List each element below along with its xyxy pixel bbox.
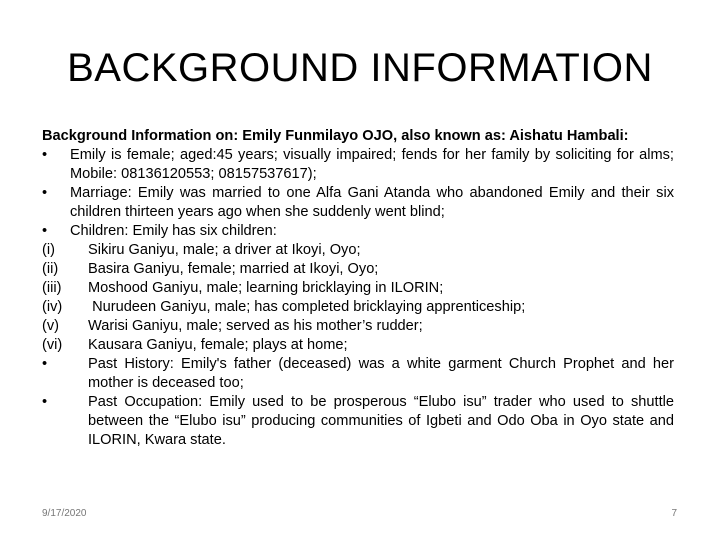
bullet-marker: • [42,147,48,163]
slide-title: BACKGROUND INFORMATION [67,46,653,90]
child-number: (iii) [42,280,62,296]
child-item [42,317,674,336]
bullet-item [42,222,674,241]
bullet-marker: • [42,394,48,410]
content-heading: Background Information on: Emily Funmilayo OJO, also known as: Aishatu Hambali: [42,128,629,144]
child-item [42,279,674,298]
history-text: Past Occupation: Emily used to be prosperous “Elubo isu” trader who used to shuttle between the “Elubo isu” producing communities of Igbeti and Odo Oba in Oyo state and ILORIN, Kwara state. [88,394,674,448]
child-item [42,298,674,317]
child-text: Nurudeen Ganiyu, male; has completed bricklaying apprenticeship; [88,299,526,315]
bullet-text: Marriage: Emily was married to one Alfa Gani Atanda who abandoned Emily and their six children thirteen years ago when she suddenly went blind; [70,185,674,220]
child-number: (vi) [42,337,63,353]
bullet-marker: • [42,356,48,372]
child-text: Kausara Ganiyu, female; plays at home; [88,337,348,353]
child-number: (iv) [42,299,63,315]
history-bullet-item [42,393,674,450]
child-text: Warisi Ganiyu, male; served as his mother’s rudder; [88,318,423,334]
child-text: Sikiru Ganiyu, male; a driver at Ikoyi, Oyo; [88,242,361,258]
child-item [42,260,674,279]
child-number: (ii) [42,261,59,277]
child-text: Basira Ganiyu, female; married at Ikoyi, Oyo; [88,261,379,277]
history-bullet-item [42,355,674,393]
child-number: (v) [42,318,60,334]
child-item [42,336,674,355]
bullet-marker: • [42,185,48,201]
bullet-marker: • [42,223,48,239]
child-item [42,241,674,260]
bullet-text: Children: Emily has six children: [70,223,277,239]
bullet-item [42,184,674,222]
bullet-text: Emily is female; aged:45 years; visually impaired; fends for her family by soliciting for alms; Mobile: 08136120553; 08157537617); [70,147,674,182]
footer-date: 9/17/2020 [42,508,87,519]
page-number: 7 [671,508,677,519]
bullet-item [42,146,674,184]
child-number: (i) [42,242,55,258]
slide-content [42,127,674,450]
history-text: Past History: Emily's father (deceased) was a white garment Church Prophet and her mother is deceased too; [88,356,674,391]
child-text: Moshood Ganiyu, male; learning bricklaying in ILORIN; [88,280,444,296]
